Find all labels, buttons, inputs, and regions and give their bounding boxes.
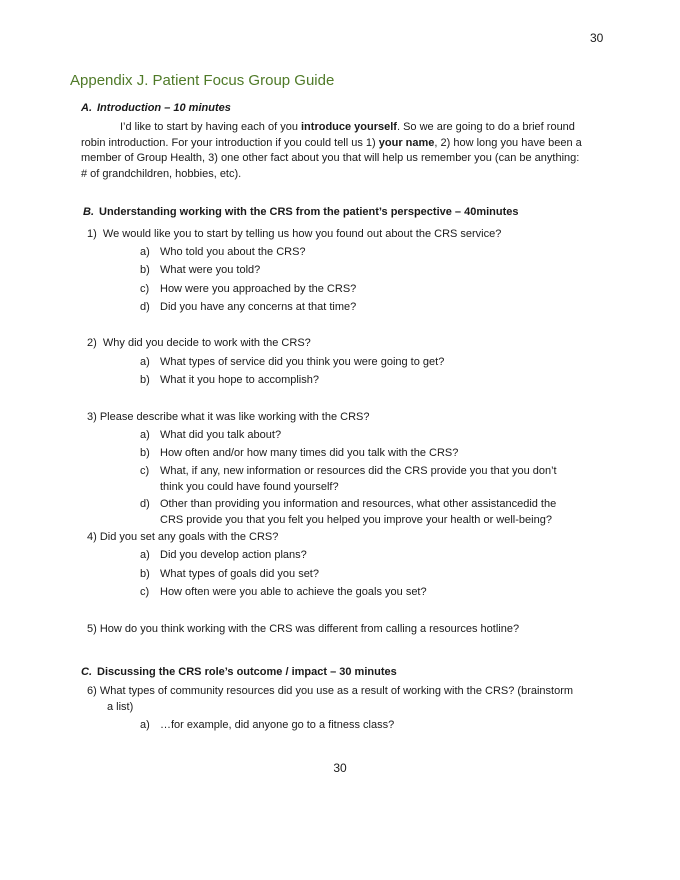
sub-text: What were you told? xyxy=(160,264,261,276)
question-number: 5) xyxy=(87,623,97,635)
sub-label: a) xyxy=(140,719,150,731)
sub-text: What types of goals did you set? xyxy=(160,568,319,580)
sub-question xyxy=(140,263,580,279)
question-number: 3) xyxy=(87,411,97,423)
section-b-title: Understanding working with the CRS from the patient’s perspective – 40minutes xyxy=(99,206,519,218)
section-a-title: Introduction – 10 minutes xyxy=(97,102,231,114)
intro-bold-your-name: your name xyxy=(378,136,435,149)
sub-label: d) xyxy=(140,498,150,510)
sub-text: Did you have any concerns at that time? xyxy=(160,301,357,313)
question-text: Why did you decide to work with the CRS? xyxy=(102,337,311,349)
sub-label: d) xyxy=(140,301,150,313)
sub-question xyxy=(140,548,580,564)
sub-label: b) xyxy=(140,568,150,580)
question-text: What types of community resources did you use as a result of working with the CRS? (brainstorm xyxy=(99,685,574,697)
sub-text: What types of service did you think you were going to get? xyxy=(160,356,445,368)
sub-question xyxy=(140,567,580,583)
sub-label: a) xyxy=(140,246,150,258)
question-text: Did you set any goals with the CRS? xyxy=(99,531,279,543)
question-5 xyxy=(87,622,519,638)
section-b-letter: B. xyxy=(83,206,94,218)
question-6-continuation: a list) xyxy=(107,701,134,713)
section-a-letter: A. xyxy=(81,102,92,114)
section-a-heading xyxy=(81,102,231,114)
sub-question xyxy=(140,245,580,261)
sub-label: a) xyxy=(140,356,150,368)
intro-text-2: . So we are going to do a brief round robin introduction. For your introduction if you could tell us 1) xyxy=(81,121,575,149)
sub-text: What it you hope to accomplish? xyxy=(160,374,319,386)
sub-text: What, if any, new information or resources did the CRS provide you that you don’t think you could have found yourself? xyxy=(160,465,557,493)
sub-question xyxy=(140,464,580,493)
sub-label: b) xyxy=(140,447,150,459)
sub-label: c) xyxy=(140,283,150,295)
intro-text-3: , 2) how long you have been a member of Group Health, 3) one other fact about you that will help us remember you (can be anything: xyxy=(81,136,582,164)
page-number-top: 30 xyxy=(590,31,604,45)
section-c-heading xyxy=(81,666,397,678)
question-6 xyxy=(87,684,597,700)
sub-label: c) xyxy=(140,465,150,477)
sub-text: Who told you about the CRS? xyxy=(160,246,306,258)
question-3 xyxy=(87,410,369,426)
question-4 xyxy=(87,530,278,546)
section-c-letter: C. xyxy=(81,666,92,678)
question-number: 6) xyxy=(87,685,97,697)
sub-question xyxy=(140,300,580,316)
sub-label: a) xyxy=(140,429,150,441)
question-1 xyxy=(87,227,501,243)
sub-text: …for example, did anyone go to a fitness class? xyxy=(160,719,395,731)
sub-label: b) xyxy=(140,264,150,276)
sub-question xyxy=(140,497,580,526)
sub-text: What did you talk about? xyxy=(160,429,282,441)
sub-question xyxy=(140,355,580,371)
sub-text: How were you approached by the CRS? xyxy=(160,283,357,295)
question-text: How do you think working with the CRS was different from calling a resources hotline? xyxy=(99,623,520,635)
sub-question xyxy=(140,373,580,389)
question-text: We would like you to start by telling us how you found out about the CRS service? xyxy=(102,228,502,240)
question-number: 4) xyxy=(87,531,97,543)
question-number: 2) xyxy=(87,337,97,349)
intro-text-4: # of grandchildren, hobbies, etc). xyxy=(81,167,242,180)
sub-question xyxy=(140,428,580,444)
introduction-paragraph xyxy=(81,120,601,182)
sub-label: b) xyxy=(140,374,150,386)
sub-question xyxy=(140,282,580,298)
question-text: Please describe what it was like working with the CRS? xyxy=(99,411,370,423)
sub-question xyxy=(140,718,580,734)
section-c-title: Discussing the CRS role’s outcome / impact – 30 minutes xyxy=(97,666,397,678)
sub-question xyxy=(140,585,580,601)
sub-label: c) xyxy=(140,586,150,598)
sub-text: Did you develop action plans? xyxy=(160,549,307,561)
intro-bold-introduce-yourself: introduce yourself xyxy=(301,121,397,133)
section-b-heading xyxy=(83,206,519,218)
intro-text-1: I’d like to start by having each of you xyxy=(120,121,301,133)
sub-question xyxy=(140,446,580,462)
appendix-title: Appendix J. Patient Focus Group Guide xyxy=(70,72,335,89)
sub-text: How often and/or how many times did you talk with the CRS? xyxy=(160,447,459,459)
question-2 xyxy=(87,336,311,352)
sub-text: How often were you able to achieve the goals you set? xyxy=(160,586,427,598)
sub-text: Other than providing you information and resources, what other assistancedid the CRS provide you that you felt you helped you improve your health or well-being? xyxy=(160,498,557,526)
question-number: 1) xyxy=(87,228,97,240)
page-number-bottom: 30 xyxy=(333,761,347,775)
sub-label: a) xyxy=(140,549,150,561)
